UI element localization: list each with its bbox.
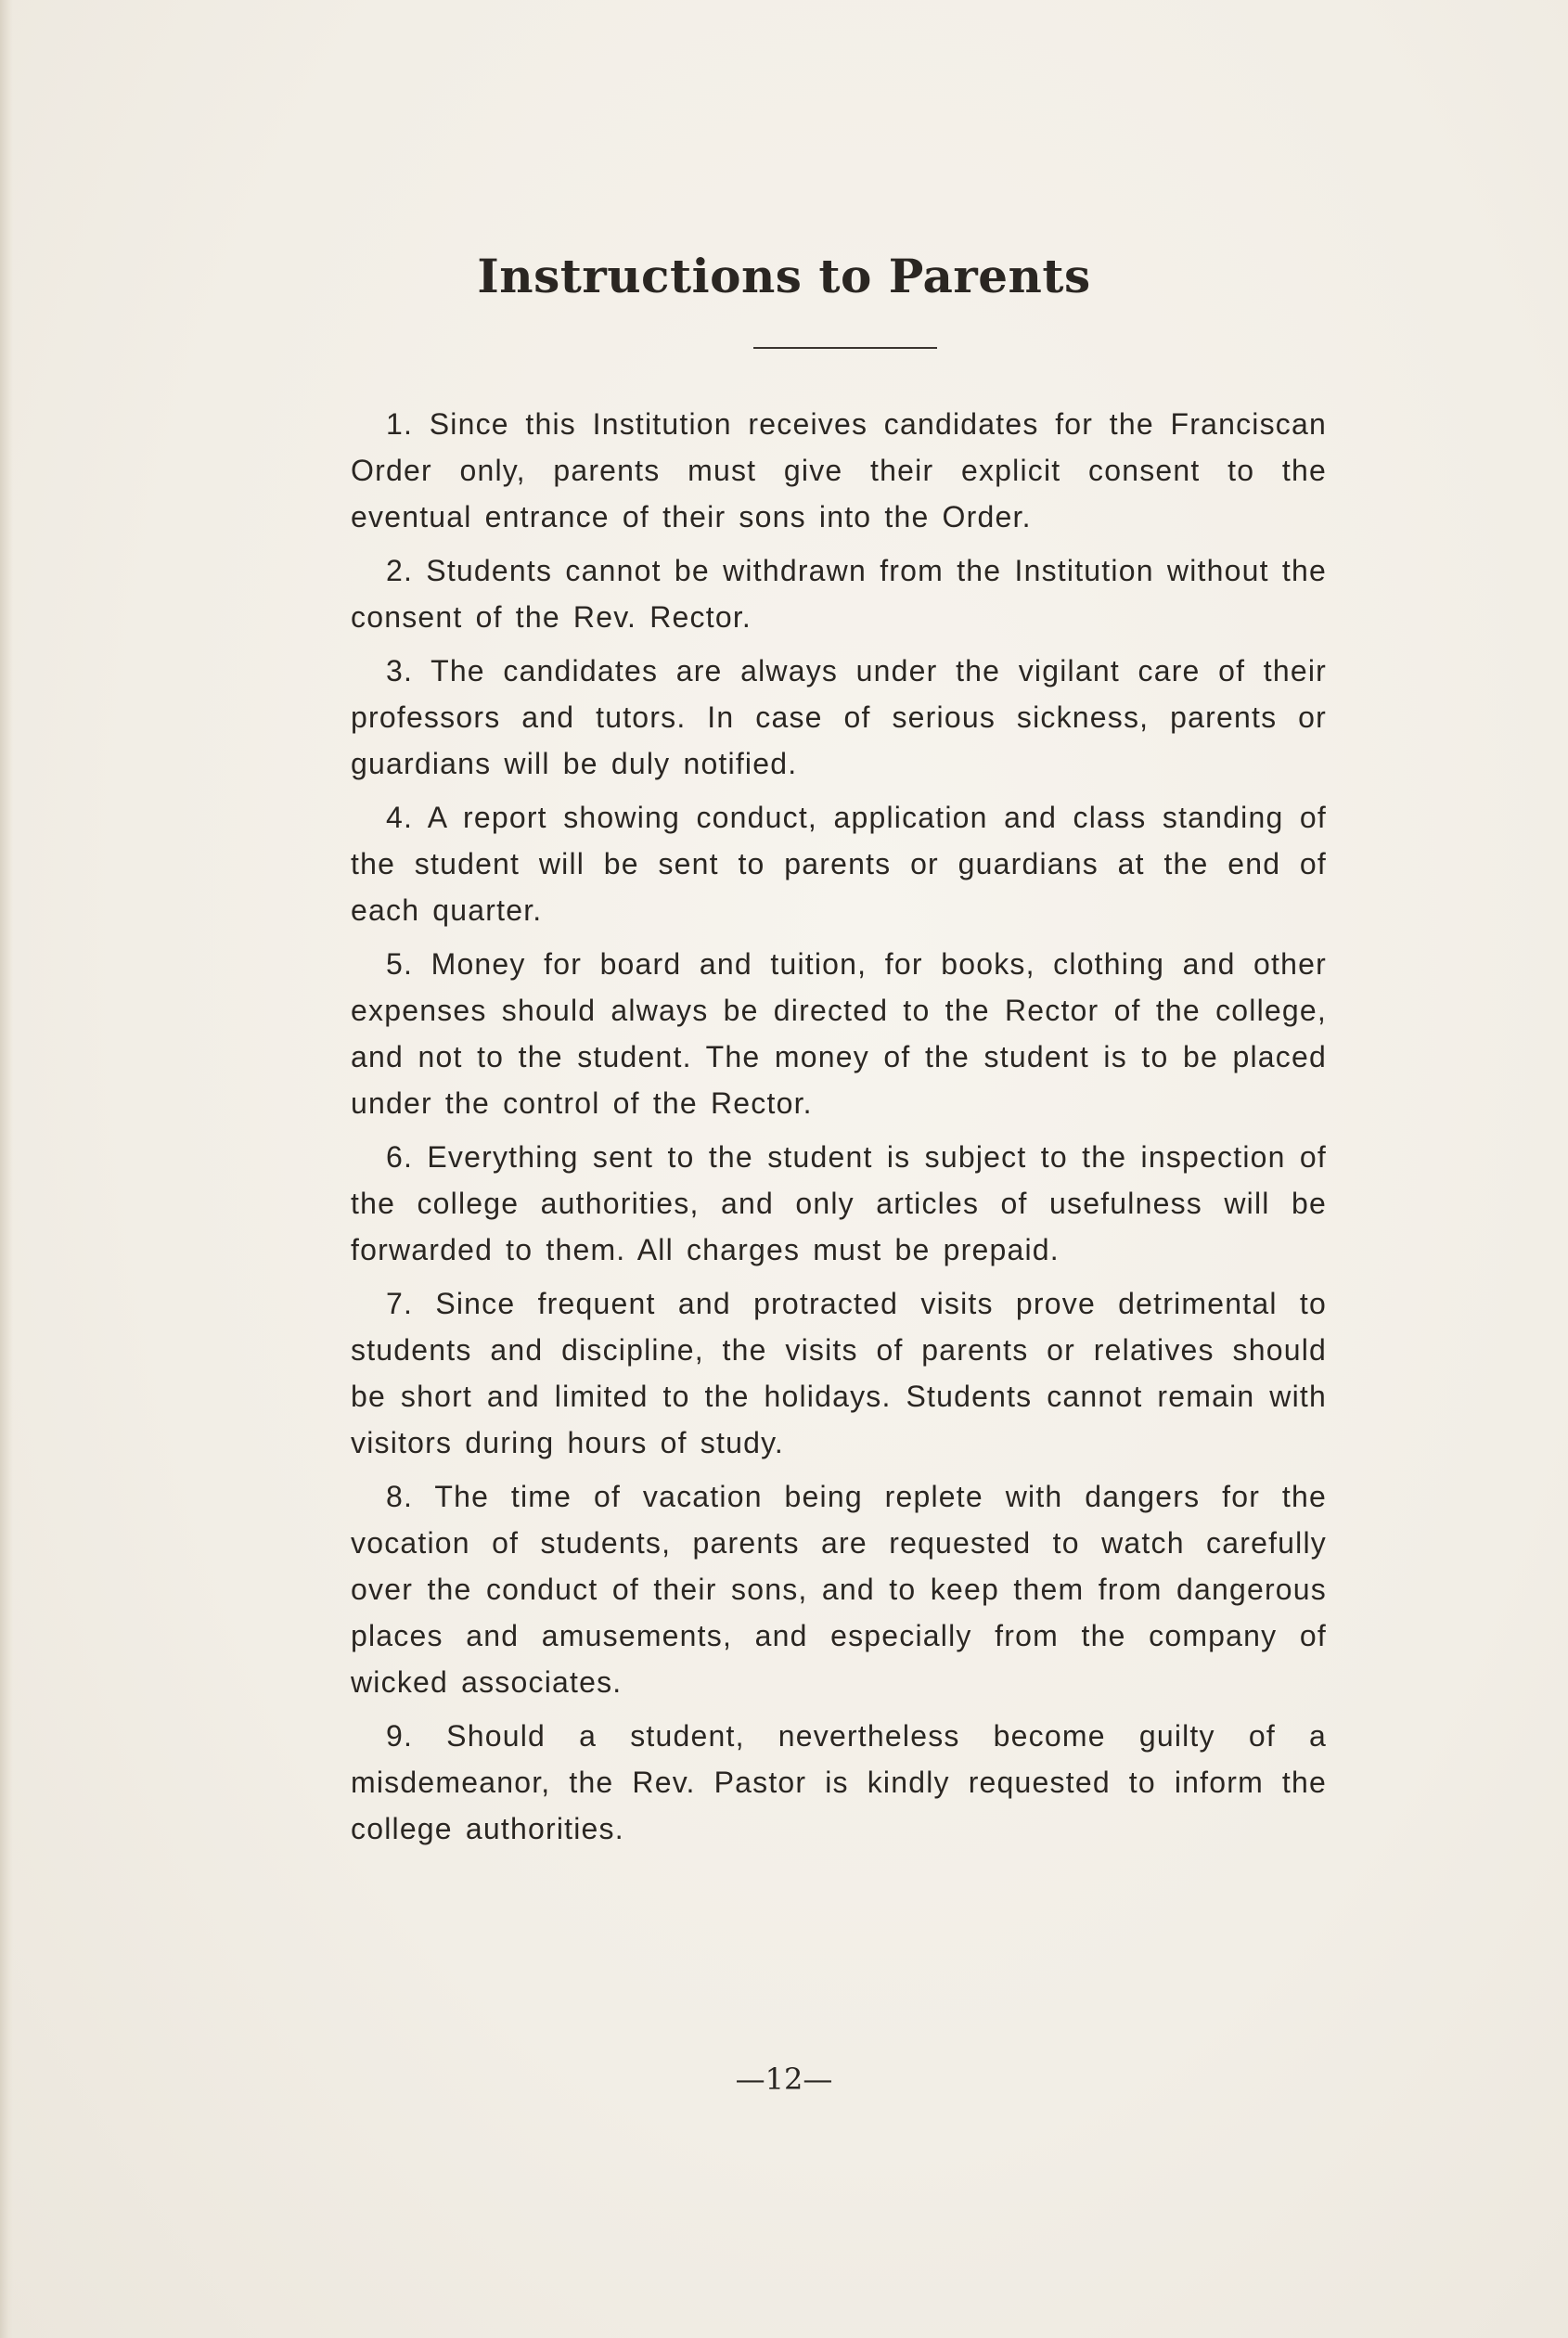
instruction-item-8: 8. The time of vacation being replete with dangers for the vocation of students, parents are requested to watch carefully over the conduct of their sons, and to keep them from dangerous places and amusements, and especially from the company of wicked associates. [351,1480,1327,1699]
instruction-item-2: 2. Students cannot be withdrawn from the Institution without the consent of the Rev. Rector. [351,554,1327,634]
instructions-body [351,401,1327,1859]
binding-edge [0,0,13,2338]
instruction-item-5: 5. Money for board and tuition, for books, clothing and other expenses should always be directed to the Rector of the college, and not to the student. The money of the student is to be placed under the control of the Rector. [351,947,1327,1120]
instruction-item-7: 7. Since frequent and protracted visits prove detrimental to students and discipline, the visits of parents or relatives should be short and limited to the holidays. Students cannot remain with visitors during hours of study. [351,1287,1327,1459]
instruction-item-1: 1. Since this Institution receives candidates for the Franciscan Order only, parents must give their explicit consent to the eventual entrance of their sons into the Order. [351,407,1327,533]
title-divider [753,347,937,349]
instruction-item-9: 9. Should a student, nevertheless become guilty of a misdemeanor, the Rev. Pastor is kindly requested to inform the college authorities. [351,1719,1327,1845]
instruction-item-3: 3. The candidates are always under the vigilant care of their professors and tutors. In case of serious sickness, parents or guardians will be duly notified. [351,654,1327,780]
page-title: Instructions to Parents [477,249,1091,303]
instruction-item-6: 6. Everything sent to the student is subject to the inspection of the college authorities, and only articles of usefulness will be forwarded to them. All charges must be prepaid. [351,1140,1327,1266]
page-number: —12— [735,2062,833,2097]
instruction-item-4: 4. A report showing conduct, application and class standing of the student will be sent to parents or guardians at the end of each quarter. [351,801,1327,927]
